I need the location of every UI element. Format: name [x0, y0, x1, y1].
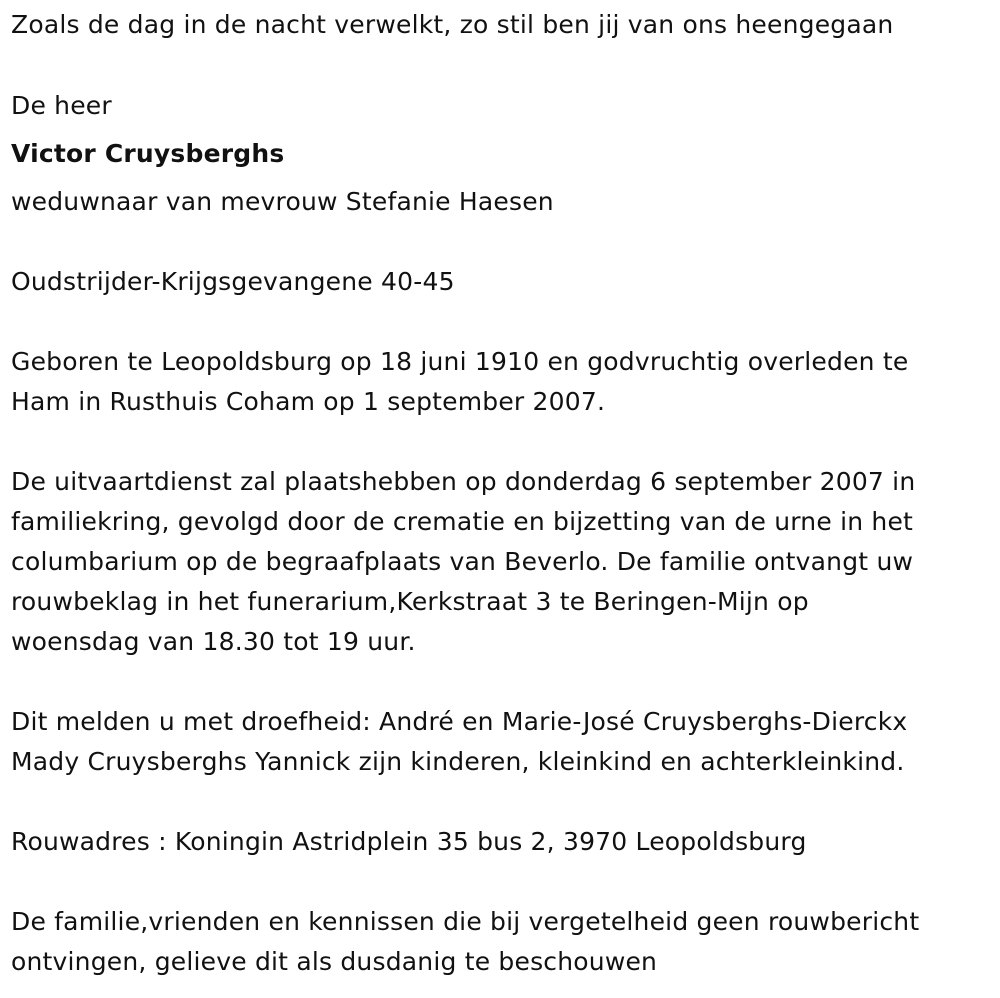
spouse-line: weduwnaar van mevrouw Stefanie Haesen — [11, 187, 554, 216]
funeral-line-2: familiekring, gevolgd door de crematie en bijzetting van de urne in het — [11, 507, 914, 536]
deceased-name: Victor Cruysberghs — [11, 139, 285, 168]
closing-line-2: ontvingen, gelieve dit als dusdanig te beschouwen — [11, 947, 658, 976]
family-line-1: Dit melden u met droefheid: André en Marie-José Cruysberghs-Dierckx — [11, 707, 908, 736]
intro-verse: Zoals de dag in de nacht verwelkt, zo stil ben jij van ons heengegaan — [11, 10, 894, 39]
closing-line-1: De familie,vrienden en kennissen die bij vergetelheid geen rouwbericht — [11, 907, 920, 936]
honors-line: Oudstrijder-Krijgsgevangene 40-45 — [11, 267, 455, 296]
funeral-line-5: woensdag van 18.30 tot 19 uur. — [11, 627, 416, 656]
funeral-line-4: rouwbeklag in het funerarium,Kerkstraat 3 te Beringen-Mijn op — [11, 587, 809, 616]
family-line-2: Mady Cruysberghs Yannick zijn kinderen, kleinkind en achterkleinkind. — [11, 747, 905, 776]
birth-death-line-1: Geboren te Leopoldsburg op 18 juni 1910 en godvruchtig overleden te — [11, 347, 909, 376]
mourning-address: Rouwadres : Koningin Astridplein 35 bus 2, 3970 Leopoldsburg — [11, 827, 807, 856]
funeral-line-1: De uitvaartdienst zal plaatshebben op donderdag 6 september 2007 in — [11, 467, 916, 496]
title-prefix: De heer — [11, 91, 112, 120]
birth-death-line-2: Ham in Rusthuis Coham op 1 september 2007. — [11, 387, 606, 416]
funeral-line-3: columbarium op de begraafplaats van Beverlo. De familie ontvangt uw — [11, 547, 914, 576]
